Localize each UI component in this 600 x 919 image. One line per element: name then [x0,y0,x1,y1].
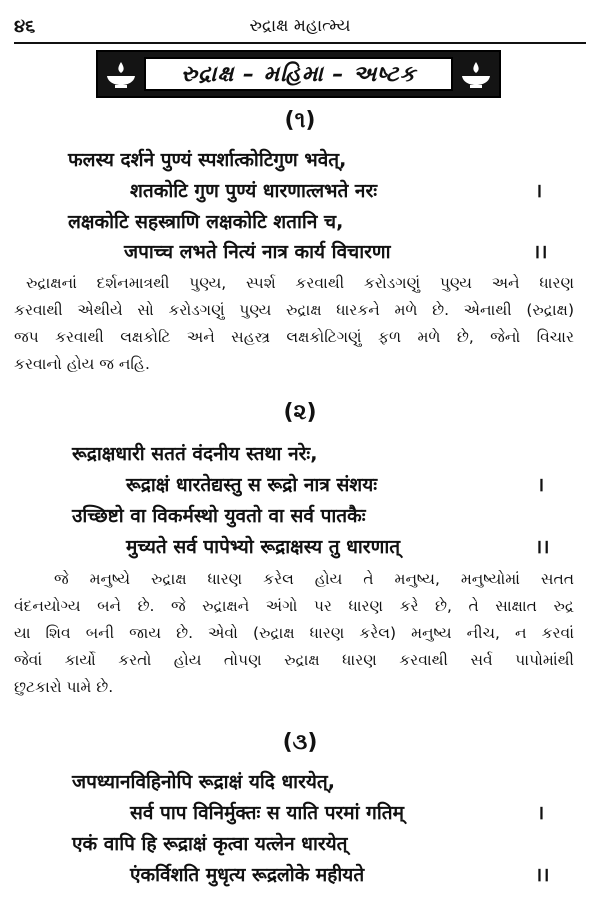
verse-line: फलस्य दर्शने पुण्यं स्पर्शात्कोटिगुण भवेत्, [68,149,347,171]
commentary-line: યા શિવ બની જાય છે. એવો (રુદ્રાક્ષ ધારણ કરેલ) મનુષ્ય નીચ, ન કરવાં [14,624,574,642]
verse-line: उच्छिष्टो वा विकर्मस्थो युवतो वा सर्व पातकैः [72,505,366,527]
commentary-line: વંદનયોગ્ય બને છે. જે રુદ્રાક્ષને અંગો પર ધારણ કરે છે, તે સાક્ષાત રુદ્ર [14,597,574,615]
banner-title-box [144,57,453,91]
section-number: (૨) [283,400,317,425]
commentary-line: કરવાનો હોય જ નહિ. [14,355,150,373]
danda: । [535,180,543,202]
verse-line: जपध्यानविहिनोपि रूद्राक्षं यदि धारयेत्, [72,771,335,793]
danda: ।। [535,864,550,886]
verse-line: सर्व पाप विनिर्मुक्तः स याति परमां गतिम् [130,802,404,824]
verse-line: रूद्राक्षं धारतेद्यस्तु स रूद्रो नात्र संशयः [126,474,378,496]
verse-line: शतकोटि गुण पुण्यं धारणात्लभते नरः [130,180,378,202]
commentary-line: જેવાં કાર્યો કરતો હોય તોપણ રુદ્રાક્ષ ધારણ કરવાથી સર્વ પાપોમાંથી [14,651,574,669]
verse-line: रूद्राक्षधारी सततं वंदनीय स्तथा नरेः, [72,443,318,465]
commentary-paragraph [14,270,574,378]
section-number: (૧) [284,108,316,133]
header-rule [14,42,586,44]
danda: ।। [533,241,548,263]
verse-line: एंकर्विशति मुधृत्य रूद्रलोके महीयते [130,864,365,886]
commentary-line: કરવાથી એથીયે સો કરોડગણું પુણ્ય રુદ્રાક્ષ ધારકને મળે છે. એનાથી (રુદ્રાક્ષ) [14,301,574,319]
verse-line: एकं वापि हि रूद्राक्षं कृत्वा यत्लेन धारयेत् [72,833,348,855]
danda: । [537,474,545,496]
danda: । [537,802,545,824]
commentary-line: જે મનુષ્યે રુદ્રાક્ષ ધારણ કરેલ હોય તે મનુષ્ય, મનુષ્યોમાં સતત [54,570,574,588]
commentary-paragraph [14,566,574,701]
oil-lamp-icon [459,60,493,90]
verse-line: लक्षकोटि सहस्त्राणि लक्षकोटि शतानि च, [68,211,344,233]
banner-title: રુદ્રાક્ષ – મહિમા – અષ્ટક [180,61,417,87]
danda: ।। [535,536,550,558]
commentary-line: છુટકારો પામે છે. [14,678,114,696]
page-number: ૪૬ [14,16,36,37]
page-header [14,14,586,40]
section-banner [96,50,501,98]
section-number: (૩) [282,730,318,755]
running-title: રુદ્રાક્ષ મહાત્મ્ય [249,16,351,36]
verse-line: जपाच्च लभते नित्यं नात्र कार्य विचारणा [124,241,391,263]
oil-lamp-icon [104,60,138,90]
verse-line: मुच्यते सर्व पापेभ्यो रूद्राक्षस्य तु धारणात् [126,536,401,558]
commentary-line: રુદ્રાક્ષનાં દર્શનમાત્રથી પુણ્ય, સ્પર્શ કરવાથી કરોડગણું પુણ્ય અને ધારણ [26,274,574,292]
commentary-line: જપ કરવાથી લક્ષકોટિ અને સહસ્ત્ર લક્ષકોટિગણું ફળ મળે છે, જેનો વિચાર [14,328,574,346]
